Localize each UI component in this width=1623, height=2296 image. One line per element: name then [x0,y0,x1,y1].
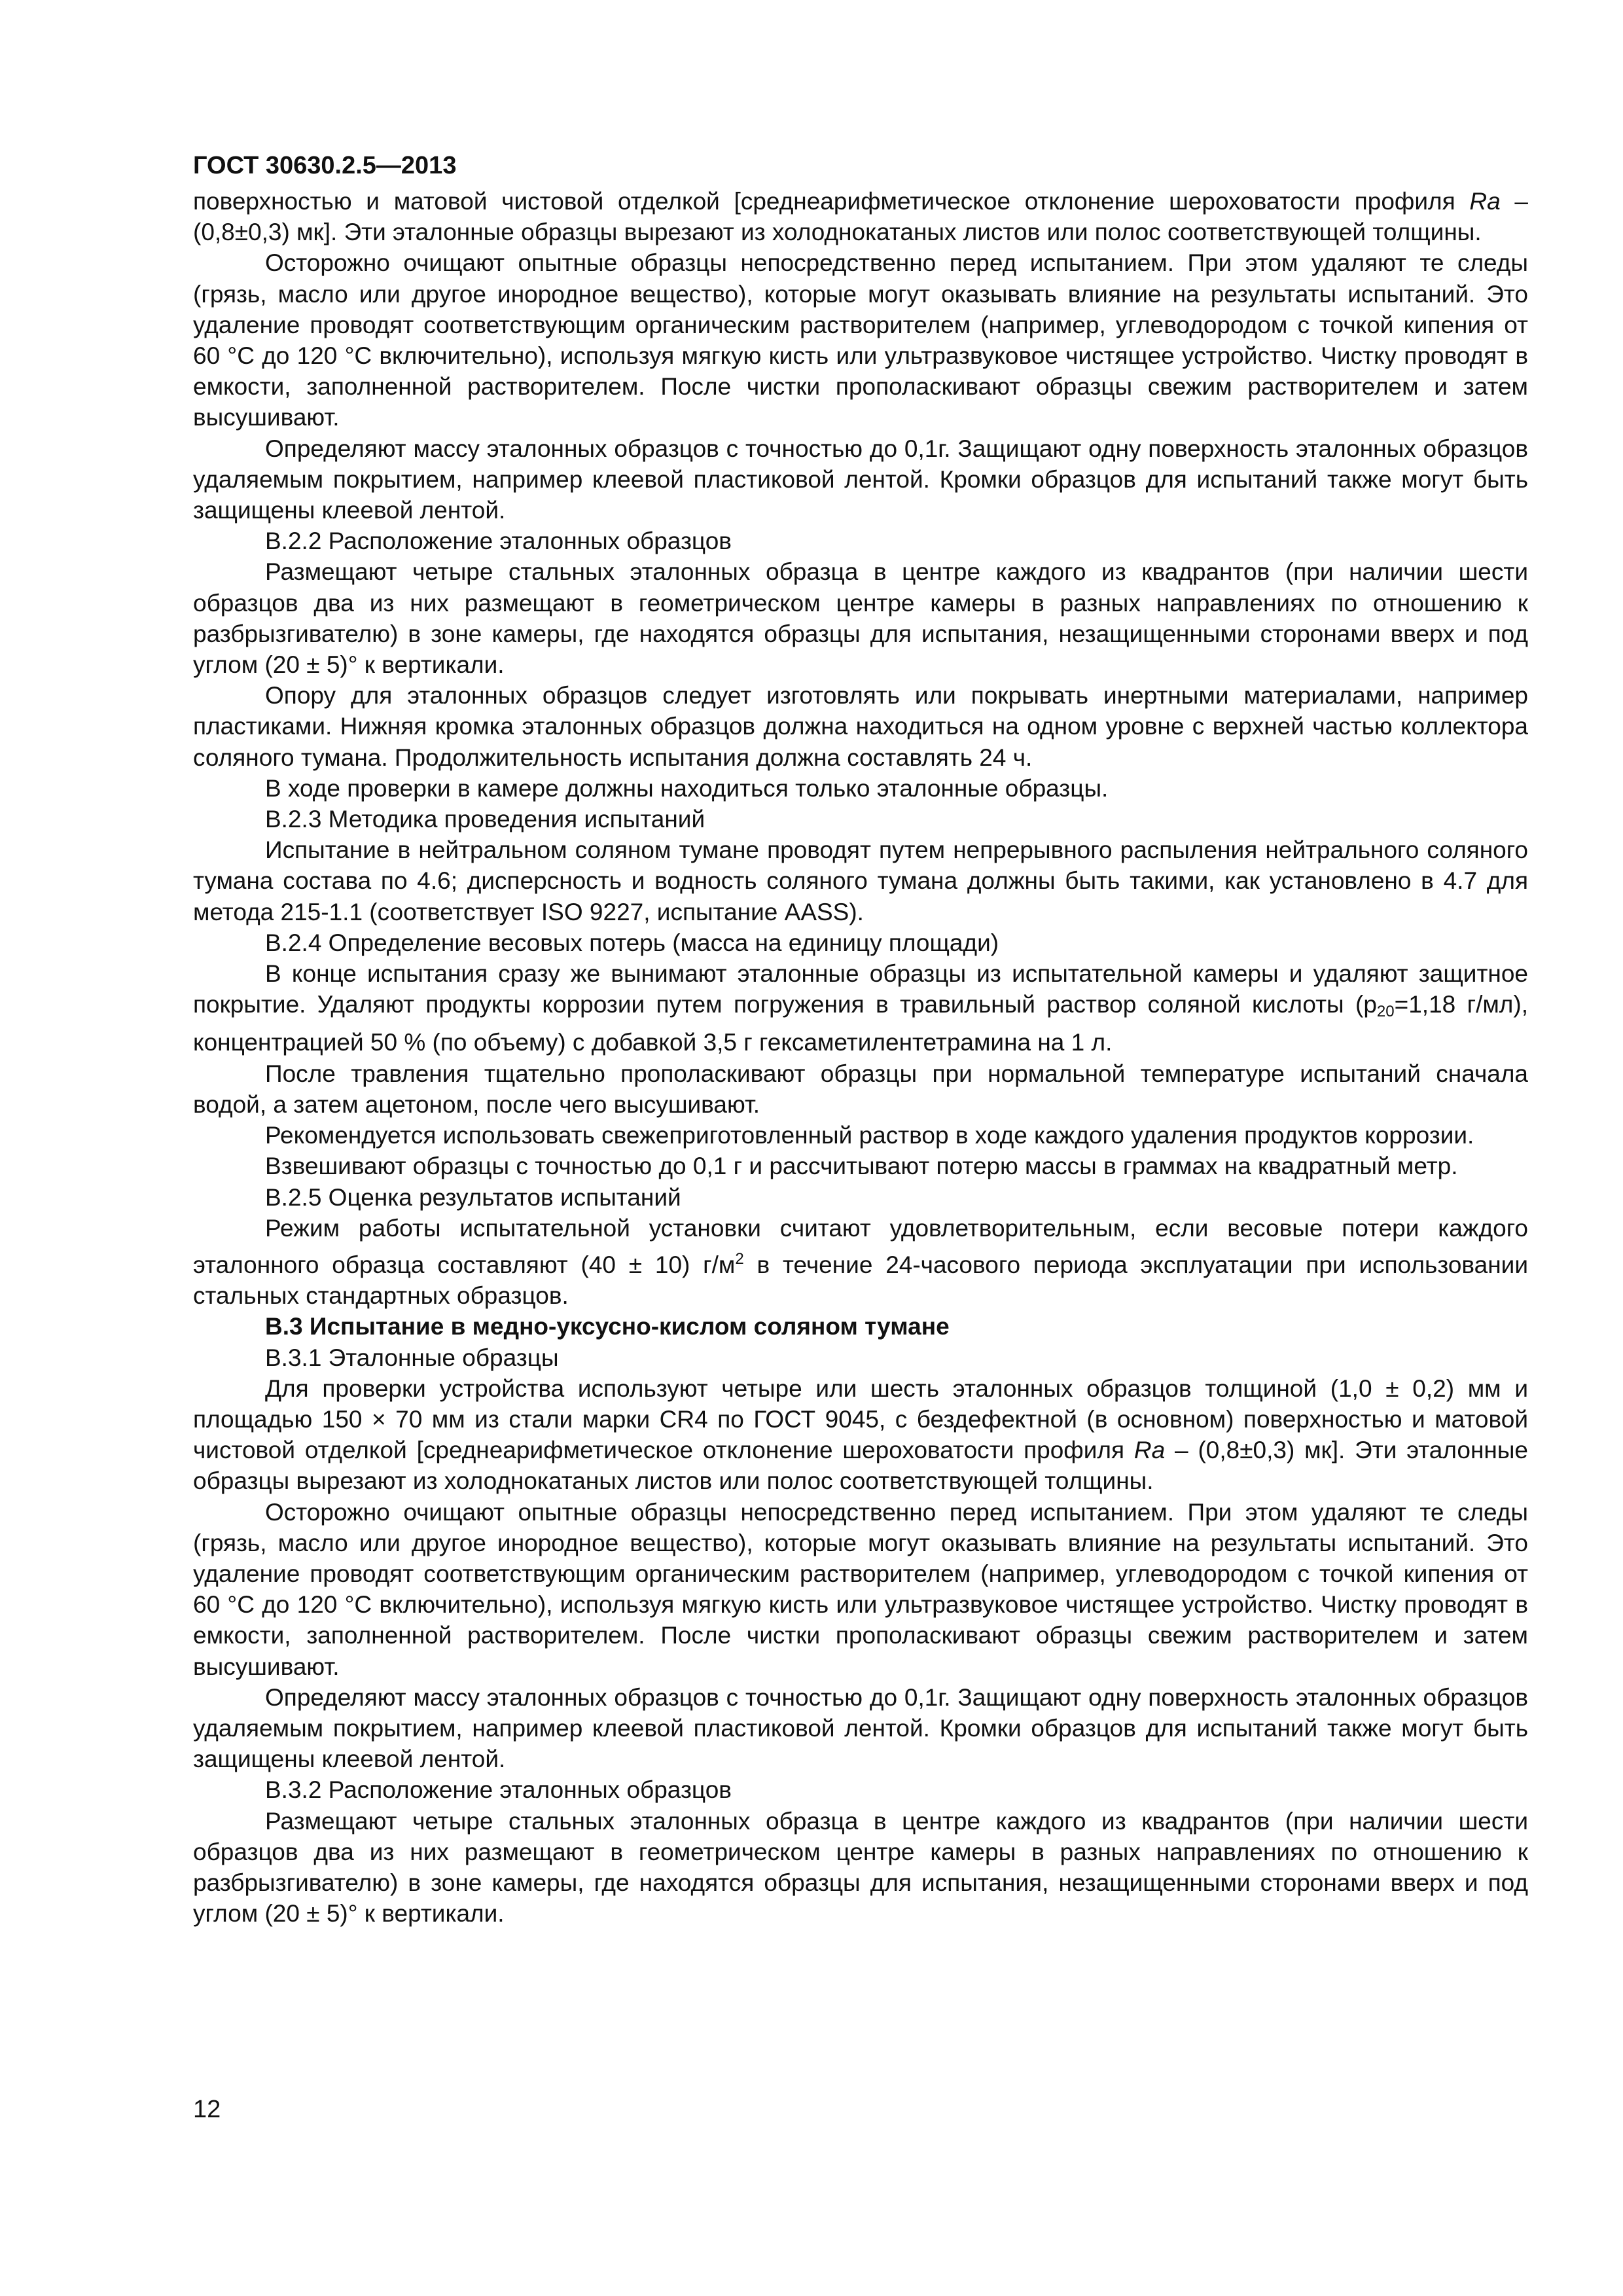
paragraph: Взвешивают образцы с точностью до 0,1 г и рассчитывают потерю массы в граммах на квадратный метр. [265,1153,1458,1180]
paragraph: Размещают четыре стальных эталонных образца в центре каждого из квадрантов (при наличии шести образцов два из них размещают в геометрическом центре камеры в разных направлениях по отношению к разбрызгивателю) в зоне камеры, где находятся образцы для испытания, незащищенными сторонами вверх и под углом (20 ± 5)° к вертикали. [193,558,1528,679]
paragraph: Определяют массу эталонных образцов с точностью до 0,1г. Защищают одну поверхность эталонных образцов удаляемым покрытием, например клеевой пластиковой лентой. Кромки образцов для испытаний также могут быть защищены клеевой лентой. [193,435,1528,524]
page-number: 12 [193,2096,221,2123]
section-heading: В.2.3 Методика проведения испытаний [265,806,705,833]
paragraph: Осторожно очищают опытные образцы непосредственно перед испытанием. При этом удаляют те следы (грязь, масло или другое инородное вещество), которые могут оказывать влияние на результаты испытаний. Это удаление проводят соответствующим органическим растворителем (например, углеводородом с точкой кипения от 60 °С до 120 °С включительно), используя мягкую кисть или ультразвуковое чистящее устройство. Чистку проводят в емкости, заполненной растворителем. После чистки прополаскивают образцы свежим растворителем и затем высушивают. [193,1498,1528,1680]
paragraph: После травления тщательно прополаскивают образцы при нормальной температуре испытаний сначала водой, а затем ацетоном, после чего высушивают. [193,1060,1528,1118]
document-body [193,186,1528,1929]
document-header: ГОСТ 30630.2.5—2013 [193,152,457,179]
paragraph: Режим работы испытательной установки считают удовлетворительным, если весовые потери каждого эталонного образца составляют (40 ± 10) $г/м^2$ в течение 24-часового периода эксплуатации при использовании стальных стандартных образцов. [193,1214,1528,1310]
document-page [193,149,1528,1929]
section-heading: В.3.1 Эталонные образцы [265,1344,559,1371]
paragraph: Осторожно очищают опытные образцы непосредственно перед испытанием. При этом удаляют те следы (грязь, масло или другое инородное вещество), которые могут оказывать влияние на результаты испытаний. Это удаление проводят соответствующим органическим растворителем (например, углеводородом с точкой кипения от 60 °С до 120 °С включительно), используя мягкую кисть или ультразвуковое чистящее устройство. Чистку проводят в емкости, заполненной растворителем. После чистки прополаскивают образцы свежим растворителем и затем высушивают. [193,249,1528,431]
section-heading: В.2.4 Определение весовых потерь (масса на единицу площади) [265,929,999,956]
paragraph: В конце испытания сразу же вынимают эталонные образцы из испытательной камеры и удаляют защитное покрытие. Удаляют продукты коррозии путем погружения в травильный раствор соляной кислоты ($р_{20}=1,18$ г/мл), концентрацией 50 % (по объему) с добавкой 3,5 г гексаметилентетрамина на 1 л. [193,960,1528,1056]
paragraph: Определяют массу эталонных образцов с точностью до 0,1г. Защищают одну поверхность эталонных образцов удаляемым покрытием, например клеевой пластиковой лентой. Кромки образцов для испытаний также могут быть защищены клеевой лентой. [193,1683,1528,1773]
section-heading: В.2.2 Расположение эталонных образцов [265,528,732,555]
section-heading: В.3.2 Расположение эталонных образцов [265,1776,732,1804]
section-heading-bold: В.3 Испытание в медно-уксусно-кислом соляном тумане [265,1313,950,1340]
paragraph: поверхностью и матовой чистовой отделкой [среднеарифметическое отклонение шероховатости профиля Ra – (0,8±0,3) мк]. Эти эталонные образцы вырезают из холоднокатаных листов или полос соответствующей толщины. [193,188,1528,246]
paragraph: Испытание в нейтральном соляном тумане проводят путем непрерывного распыления нейтрального соляного тумана состава по 4.6; дисперсность и водность соляного тумана должны быть такими, как установлено в 4.7 для метода 215-1.1 (соответствует ISO 9227, испытание AASS). [193,836,1528,925]
paragraph: Рекомендуется использовать свежеприготовленный раствор в ходе каждого удаления продуктов коррозии. [265,1122,1474,1149]
paragraph: В ходе проверки в камере должны находиться только эталонные образцы. [265,774,1109,802]
paragraph: Для проверки устройства используют четыре или шесть эталонных образцов толщиной (1,0 ± 0,2) мм и площадью 150 × 70 мм из стали марки CR4 по ГОСТ 9045, с бездефектной (в основном) поверхностью и матовой чистовой отделкой [среднеарифметическое отклонение шероховатости профиля Ra – (0,8±0,3) мк]. Эти эталонные образцы вырезают из холоднокатаных листов или полос соответствующей толщины. [193,1374,1528,1495]
section-heading: В.2.5 Оценка результатов испытаний [265,1183,681,1211]
paragraph: Размещают четыре стальных эталонных образца в центре каждого из квадрантов (при наличии шести образцов два из них размещают в геометрическом центре камеры в разных направлениях по отношению к разбрызгивателю) в зоне камеры, где находятся образцы для испытания, незащищенными сторонами вверх и под углом (20 ± 5)° к вертикали. [193,1807,1528,1928]
paragraph: Опору для эталонных образцов следует изготовлять или покрывать инертными материалами, например пластиками. Нижняя кромка эталонных образцов должна находиться на одном уровне с верхней частью коллектора соляного тумана. Продолжительность испытания должна составлять 24 ч. [193,682,1528,771]
